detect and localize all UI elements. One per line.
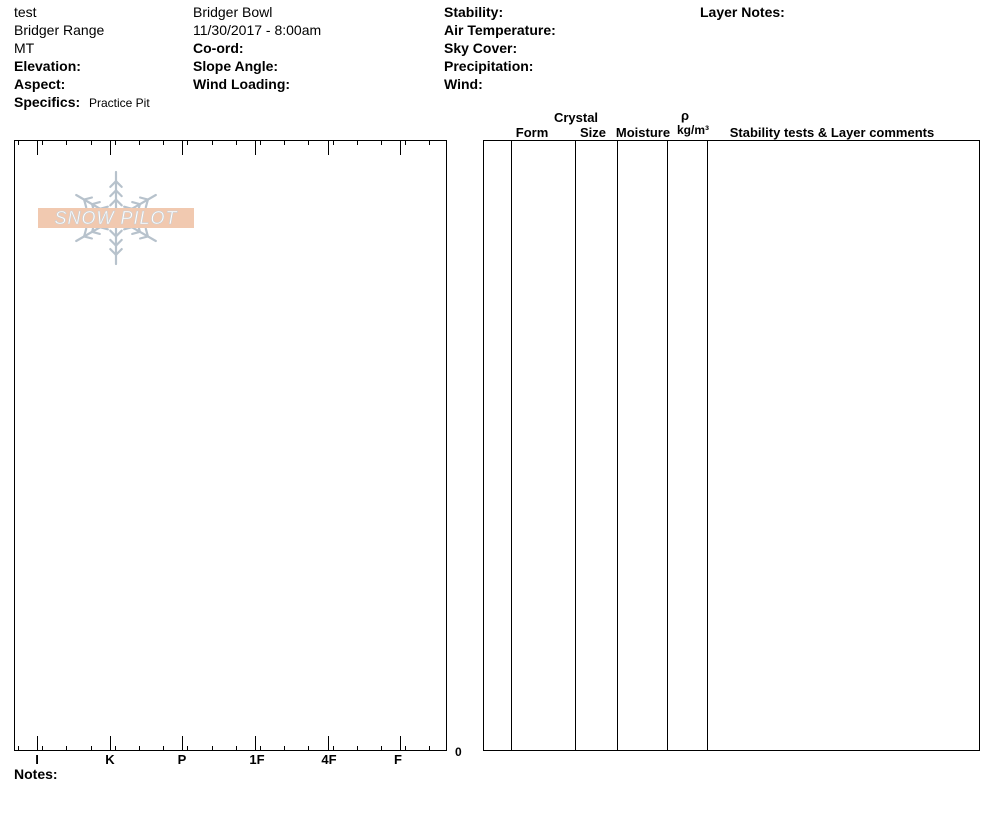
layer-notes-label: Layer Notes: (700, 4, 785, 20)
slope-angle-label: Slope Angle: (193, 58, 279, 74)
aspect-label: Aspect: (14, 76, 66, 92)
hardness-label-i: I (35, 752, 39, 767)
hardness-label-f: F (394, 752, 402, 767)
form-header: Form (515, 125, 549, 140)
elevation-label: Elevation: (14, 58, 81, 74)
observation-datetime: 11/30/2017 - 8:00am (193, 22, 322, 38)
sky-cover-label: Sky Cover: (444, 40, 518, 56)
wind-label: Wind: (444, 76, 483, 92)
form-column-divider (511, 141, 512, 750)
hardness-label-4f: 4F (321, 752, 337, 767)
moisture-header: Moisture (615, 125, 671, 140)
density-unit-header: kg/m³ (676, 123, 709, 137)
size-column-divider (575, 141, 576, 750)
air-temperature-label: Air Temperature: (444, 22, 556, 38)
depth-zero-label: 0 (455, 745, 462, 759)
layer-data-table (483, 140, 980, 751)
crystal-header: Crystal (553, 110, 599, 125)
specifics-value: Practice Pit (89, 96, 150, 110)
coord-label: Co-ord: (193, 40, 244, 56)
logo-text: SNOW PILOT (54, 208, 178, 228)
mountain-range: Bridger Range (14, 22, 105, 38)
precipitation-label: Precipitation: (444, 58, 534, 74)
comments-column-divider (707, 141, 708, 750)
hardness-label-p: P (177, 752, 187, 767)
moisture-column-divider (617, 141, 618, 750)
stability-label: Stability: (444, 4, 504, 20)
rho-header: ρ (680, 108, 690, 123)
size-header: Size (579, 125, 606, 140)
wind-loading-label: Wind Loading: (193, 76, 291, 92)
hardness-label-k: K (105, 752, 115, 767)
location-name: Bridger Bowl (193, 4, 273, 20)
density-column-divider (667, 141, 668, 750)
state: MT (14, 40, 35, 56)
notes-label: Notes: (14, 766, 58, 782)
hardness-label-1f: 1F (249, 752, 265, 767)
specifics-label: Specifics: (14, 94, 81, 110)
observer-name: test (14, 4, 37, 20)
comments-header: Stability tests & Layer comments (729, 125, 935, 140)
